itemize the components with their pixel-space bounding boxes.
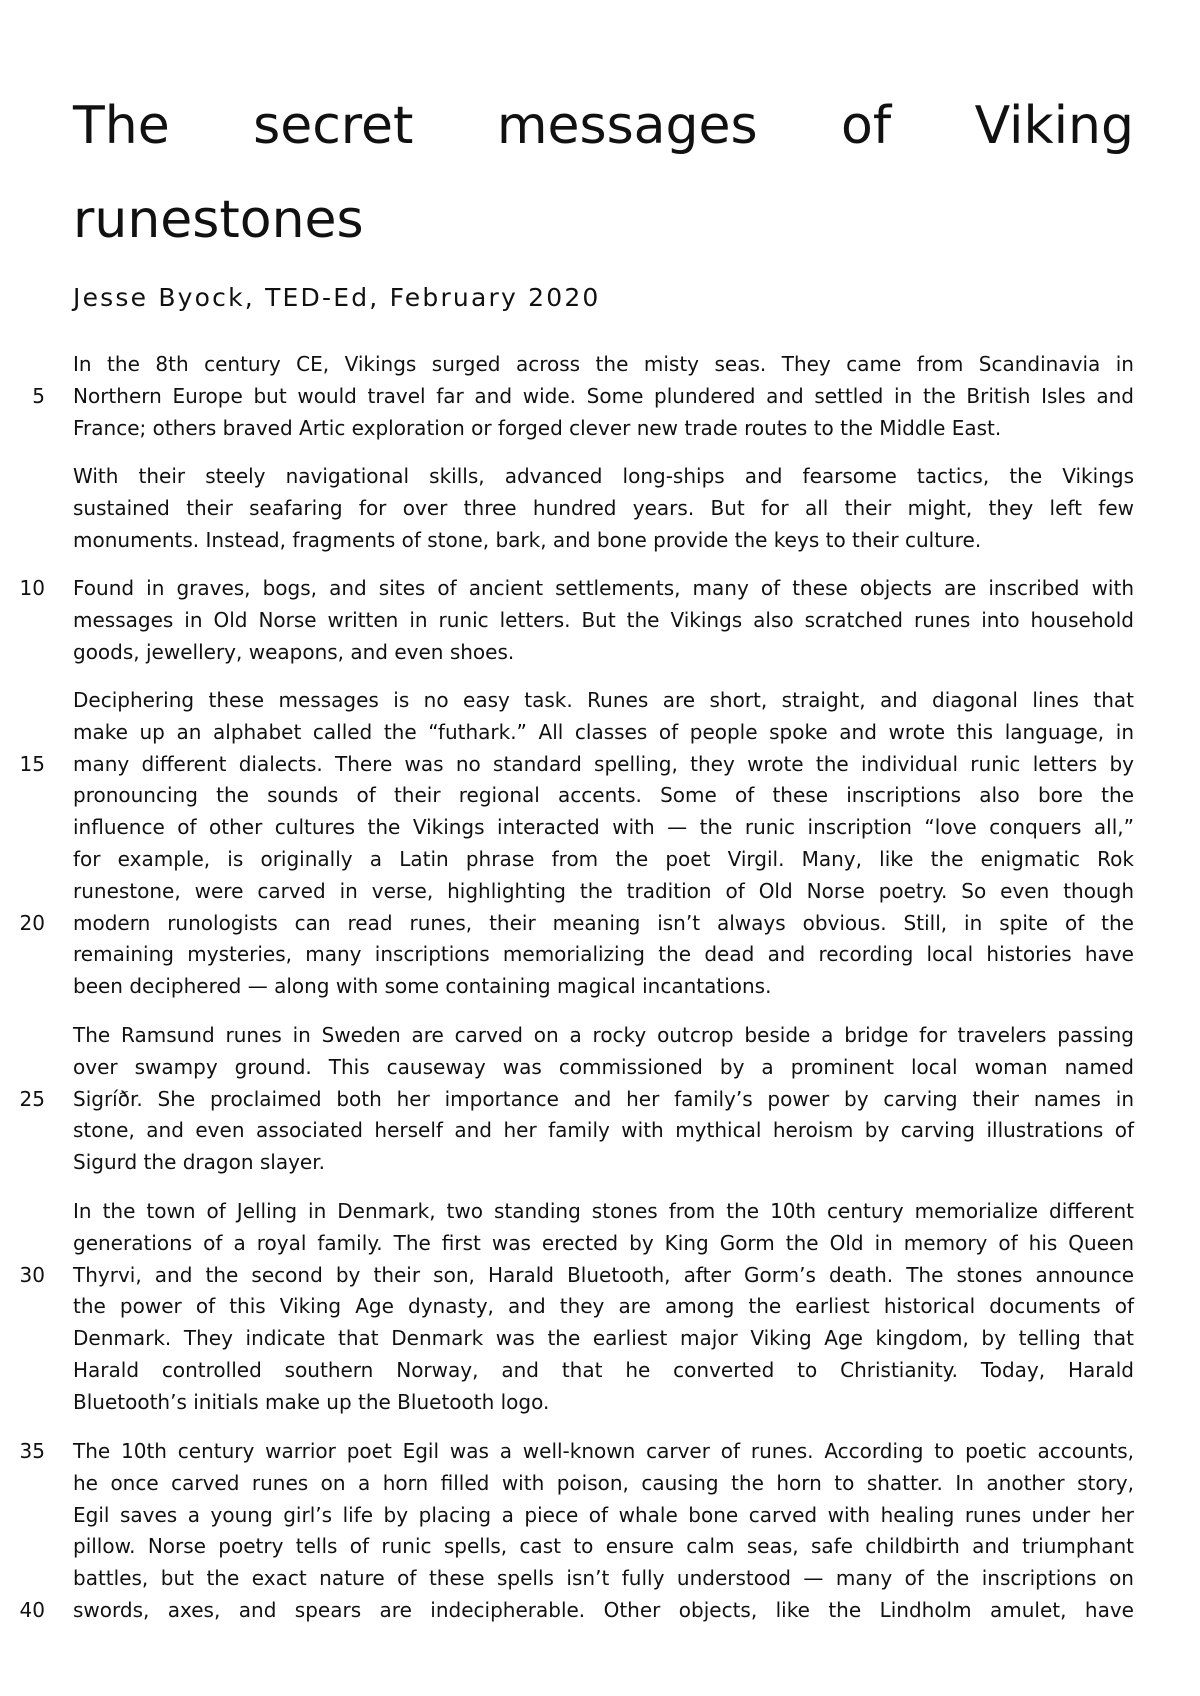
paragraph-6: [73, 1196, 1134, 1419]
line-number: 40: [19, 1598, 45, 1622]
paragraph-3: [73, 573, 1134, 668]
paragraph-line: been deciphered — along with some containing magical incantations.: [73, 974, 772, 999]
paragraph-line: Egil saves a young girl’s life by placing a piece of whale bone carved with healing runes under her: [73, 1502, 1134, 1527]
paragraph-line: Bluetooth’s initials make up the Bluetooth logo.: [73, 1389, 550, 1414]
paragraph-line: battles, but the exact nature of these spells isn’t fully understood — many of the inscriptions on: [73, 1566, 1134, 1591]
paragraph-line: over swampy ground. This causeway was commissioned by a prominent local woman named: [73, 1054, 1134, 1079]
paragraph-line: messages in Old Norse written in runic letters. But the Vikings also scratched runes into household: [73, 607, 1134, 632]
paragraph-line: modern runologists can read runes, their meaning isn’t always obvious. Still, in spite of the: [73, 910, 1134, 935]
line-number: 15: [19, 752, 45, 776]
paragraph-line: Deciphering these messages is no easy task. Runes are short, straight, and diagonal lines that: [73, 688, 1134, 712]
paragraph-line: Thyrvi, and the second by their son, Harald Bluetooth, after Gorm’s death. The stones announce: [73, 1262, 1134, 1287]
paragraph-line: for example, is originally a Latin phrase from the poet Virgil. Many, like the enigmatic Rok: [73, 846, 1134, 871]
paragraph-line: The Ramsund runes in Sweden are carved on a rocky outcrop beside a bridge for travelers passing: [73, 1023, 1134, 1047]
paragraph-line: Northern Europe but would travel far and wide. Some plundered and settled in the British Isles and: [73, 383, 1134, 408]
paragraph-line: Harald controlled southern Norway, and that he converted to Christianity. Today, Harald: [73, 1357, 1134, 1382]
paragraph-line: sustained their seafaring for over three hundred years. But for all their might, they left few: [73, 495, 1134, 520]
paragraph-5: [73, 1020, 1134, 1179]
line-number: 30: [19, 1263, 45, 1287]
paragraph-line: The 10th century warrior poet Egil was a well-known carver of runes. According to poetic accounts,: [73, 1439, 1134, 1463]
paragraph-7: [73, 1436, 1134, 1627]
line-number: 35: [19, 1439, 45, 1463]
line-number: 20: [19, 911, 45, 935]
paragraph-line: Sigurd the dragon slayer.: [73, 1150, 325, 1175]
paragraph-line: runestone, were carved in verse, highlighting the tradition of Old Norse poetry. So even though: [73, 878, 1134, 903]
paragraph-line: remaining mysteries, many inscriptions memorializing the dead and recording local histories have: [73, 942, 1134, 967]
line-number: 25: [19, 1087, 45, 1111]
paragraph-line: goods, jewellery, weapons, and even shoes.: [73, 639, 515, 664]
paragraph-line: monuments. Instead, fragments of stone, bark, and bone provide the keys to their culture.: [73, 527, 982, 552]
paragraph-line: In the 8th century CE, Vikings surged across the misty seas. They came from Scandinavia in: [73, 352, 1134, 376]
paragraph-4: [73, 685, 1134, 1003]
paragraph-line: With their steely navigational skills, advanced long-ships and fearsome tactics, the Vikings: [73, 464, 1134, 488]
paragraph-line: In the town of Jelling in Denmark, two standing stones from the 10th century memorialize different: [73, 1199, 1134, 1223]
paragraph-line: influence of other cultures the Vikings interacted with — the runic inscription “love conquers all,”: [73, 815, 1134, 840]
paragraph-line: pronouncing the sounds of their regional accents. Some of these inscriptions also bore the: [73, 783, 1134, 808]
line-number: 5: [32, 384, 45, 408]
paragraph-line: Sigríðr. She proclaimed both her importance and her family’s power by carving their names in: [73, 1086, 1134, 1111]
byline: Jesse Byock, TED-Ed, February 2020: [73, 283, 601, 312]
paragraph-line: he once carved runes on a horn filled with poison, causing the horn to shatter. In another story,: [73, 1470, 1134, 1495]
paragraph-2: [73, 461, 1134, 556]
paragraph-1: [73, 349, 1134, 444]
paragraph-line: the power of this Viking Age dynasty, and they are among the earliest historical documents of: [73, 1294, 1134, 1319]
paragraph-line: France; others braved Artic exploration or forged clever new trade routes to the Middle East.: [73, 415, 1002, 440]
paragraph-line: generations of a royal family. The first was erected by King Gorm the Old in memory of his Queen: [73, 1230, 1134, 1255]
paragraph-line: many different dialects. There was no standard spelling, they wrote the individual runic letters by: [73, 751, 1134, 776]
paragraph-line: swords, axes, and spears are indecipherable. Other objects, like the Lindholm amulet, have: [73, 1597, 1134, 1622]
paragraph-line: Denmark. They indicate that Denmark was the earliest major Viking Age kingdom, by telling that: [73, 1326, 1134, 1351]
paragraph-line: pillow. Norse poetry tells of runic spells, cast to ensure calm seas, safe childbirth and triumphant: [73, 1534, 1134, 1559]
line-number: 10: [19, 576, 45, 600]
paragraph-line: stone, and even associated herself and her family with mythical heroism by carving illustrations of: [73, 1118, 1134, 1143]
paragraph-line: Found in graves, bogs, and sites of ancient settlements, many of these objects are inscribed with: [73, 576, 1134, 600]
paragraph-line: make up an alphabet called the “futhark.” All classes of people spoke and wrote this language, in: [73, 719, 1134, 744]
document-title-line-1: The secret messages of Viking: [73, 96, 1134, 156]
document-title-line-2: runestones: [73, 190, 364, 250]
